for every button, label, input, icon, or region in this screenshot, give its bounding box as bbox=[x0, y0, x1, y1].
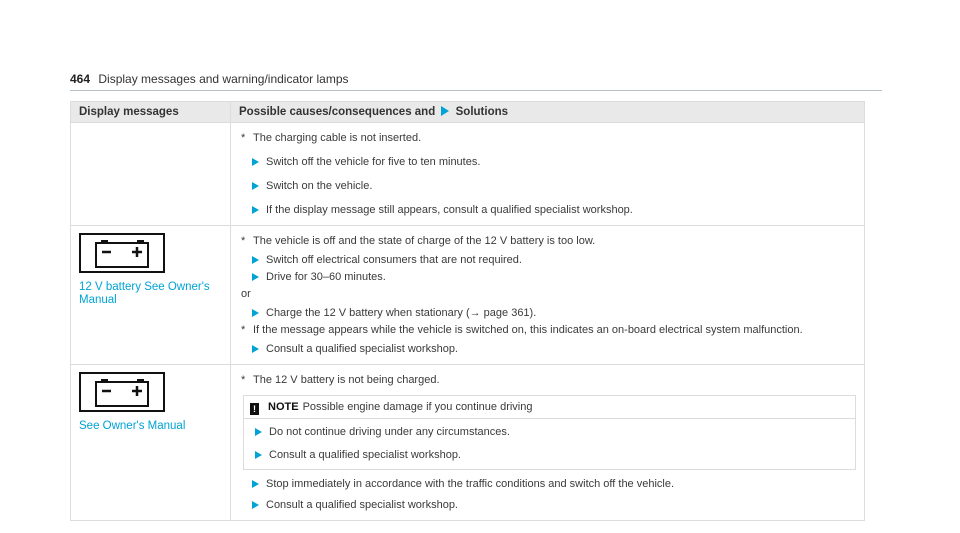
step-arrow-icon bbox=[252, 182, 259, 190]
cause-text: The vehicle is off and the state of charge of the 12 V battery is too low. bbox=[253, 235, 596, 247]
solution-step bbox=[241, 476, 864, 493]
12v-battery-icon bbox=[79, 372, 165, 412]
battery-caption: See Owner's Manual bbox=[79, 420, 186, 432]
cause-star: * bbox=[241, 132, 246, 144]
solution-step bbox=[241, 178, 864, 195]
step-arrow-icon bbox=[252, 501, 259, 509]
step-arrow-icon bbox=[252, 206, 259, 214]
step-arrow-icon bbox=[252, 273, 259, 281]
step-arrow-icon bbox=[252, 158, 259, 166]
note-body bbox=[244, 419, 855, 469]
battery-caption-line2: Manual bbox=[79, 294, 117, 306]
12v-battery-icon bbox=[79, 233, 165, 273]
solution-cell bbox=[231, 226, 865, 365]
step-text: If the display message still appears, consult a qualified specialist workshop. bbox=[266, 204, 633, 216]
note-step bbox=[244, 424, 855, 441]
display-message-cell bbox=[71, 123, 231, 226]
header-divider bbox=[70, 90, 882, 91]
step-arrow-icon bbox=[252, 480, 259, 488]
step-text: Consult a qualified specialist workshop. bbox=[266, 343, 458, 355]
step-arrow-icon bbox=[255, 451, 262, 459]
step-text: Consult a qualified specialist workshop. bbox=[266, 499, 458, 511]
note-title: NOTE bbox=[268, 401, 299, 413]
table-row bbox=[71, 226, 865, 365]
cause-line bbox=[241, 372, 864, 389]
note-step bbox=[244, 447, 855, 464]
cause-line bbox=[241, 130, 864, 147]
cause-line bbox=[241, 233, 864, 250]
cause-line bbox=[241, 322, 864, 339]
solution-step bbox=[241, 497, 864, 514]
step-arrow-icon bbox=[252, 345, 259, 353]
solution-step bbox=[241, 154, 864, 171]
step-text: Stop immediately in accordance with the traffic conditions and switch off the vehicle. bbox=[266, 478, 675, 490]
table-header-row bbox=[71, 102, 865, 123]
display-message-cell bbox=[71, 365, 231, 521]
solution-step bbox=[241, 305, 864, 322]
step-text: Charge the 12 V battery when stationary (→ page 361). bbox=[266, 307, 537, 319]
step-text: Do not continue driving under any circumstances. bbox=[269, 426, 510, 438]
step-arrow-icon bbox=[252, 256, 259, 264]
solutions-arrow-icon bbox=[441, 106, 449, 116]
or-text: or bbox=[241, 288, 251, 300]
display-message-cell bbox=[71, 226, 231, 365]
cause-star: * bbox=[241, 374, 246, 386]
solution-step bbox=[241, 341, 864, 358]
battery-caption-line1: 12 V battery See Owner's bbox=[79, 281, 210, 293]
column-header-display-messages: Display messages bbox=[71, 102, 231, 123]
table-row bbox=[71, 365, 865, 521]
warning-icon: ! bbox=[250, 403, 259, 415]
step-text: Consult a qualified specialist workshop. bbox=[269, 449, 461, 461]
step-arrow-icon bbox=[252, 309, 259, 317]
step-text: Switch on the vehicle. bbox=[266, 180, 373, 192]
solution-cell bbox=[231, 123, 865, 226]
display-messages-table bbox=[70, 101, 865, 521]
solution-step bbox=[241, 202, 864, 219]
step-arrow-icon bbox=[255, 428, 262, 436]
page-number: 464 bbox=[70, 72, 91, 86]
column-header-causes-text: Possible causes/consequences and bbox=[239, 106, 436, 118]
solution-step bbox=[241, 269, 864, 286]
cause-star: * bbox=[241, 235, 246, 247]
table-row bbox=[71, 123, 865, 226]
cause-text: The 12 V battery is not being charged. bbox=[253, 374, 440, 386]
cause-text: The charging cable is not inserted. bbox=[253, 132, 422, 144]
step-text: Switch off the vehicle for five to ten minutes. bbox=[266, 156, 481, 168]
column-header-causes-solutions bbox=[231, 102, 865, 123]
cause-text: If the message appears while the vehicle is switched on, this indicates an on-board electrical system malfunction. bbox=[253, 324, 803, 336]
note-text: Possible engine damage if you continue driving bbox=[302, 401, 533, 413]
page-header-title: Display messages and warning/indicator lamps bbox=[98, 72, 349, 86]
step-text: Drive for 30–60 minutes. bbox=[266, 271, 386, 283]
page-header bbox=[70, 72, 349, 86]
cause-star: * bbox=[241, 324, 246, 336]
column-header-solutions-text: Solutions bbox=[455, 106, 509, 118]
solution-step bbox=[241, 252, 864, 269]
note-header bbox=[244, 396, 855, 419]
step-text: Switch off electrical consumers that are not required. bbox=[266, 254, 522, 266]
note-box bbox=[243, 395, 856, 470]
solution-cell bbox=[231, 365, 865, 521]
battery-caption bbox=[79, 281, 222, 307]
